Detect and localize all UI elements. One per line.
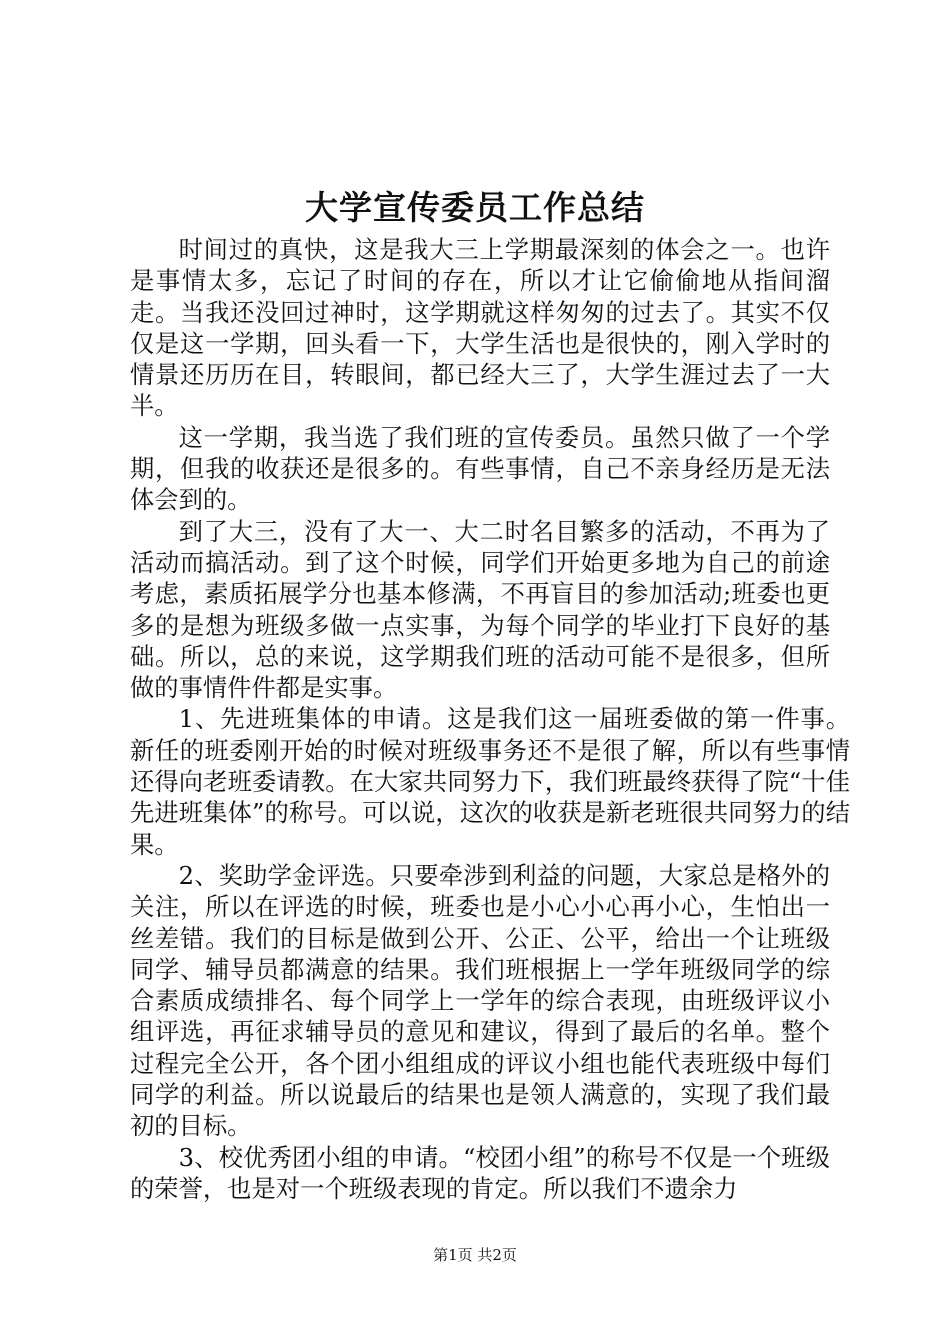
paragraph-role: 这一学期，我当选了我们班的宣传委员。虽然只做了一个学期，但我的收获还是很多的。有些事情，自己不亲身经历是无法体会到的。 xyxy=(130,422,830,515)
paragraph-item-3: 3、校优秀团小组的申请。“校团小组”的称号不仅是一个班级的荣誉，也是对一个班级表现的肯定。所以我们不遗余力 xyxy=(130,1142,830,1203)
paragraph-item-2: 2、奖助学金评选。只要牵涉到利益的问题，大家总是格外的关注，所以在评选的时候，班委也是小心小心再小心，生怕出一丝差错。我们的目标是做到公开、公正、公平，给出一个让班级同学、辅导员都满意的结果。我们班根据上一学年班级同学的综合素质成绩排名、每个同学上一学年的综合表现，由班级评议小组评选，再征求辅导员的意见和建议，得到了最后的名单。整个过程完全公开，各个团小组组成的评议小组也能代表班级中每们同学的利益。所以说最后的结果也是领人满意的，实现了我们最初的目标。 xyxy=(130,860,830,1141)
document-title: 大学宣传委员工作总结 xyxy=(305,188,645,227)
paragraph-item-1: 1、先进班集体的申请。这是我们这一届班委做的第一件事。新任的班委刚开始的时候对班级事务还不是很了解，所以有些事情还得向老班委请教。在大家共同努力下，我们班最终获得了院“十佳先进班集体”的称号。可以说，这次的收获是新老班很共同努力的结果。 xyxy=(130,704,850,859)
document-body xyxy=(130,234,850,1204)
paragraph-context: 到了大三，没有了大一、大二时名目繁多的活动，不再为了活动而搞活动。到了这个时候，同学们开始更多地为自己的前途考虑，素质拓展学分也基本修满，不再盲目的参加活动;班委也更多的是想为班级多做一点实事，为每个同学的毕业打下良好的基础。所以，总的来说，这学期我们班的活动可能不是很多，但所做的事情件件都是实事。 xyxy=(130,516,830,703)
paragraph-intro: 时间过的真快，这是我大三上学期最深刻的体会之一。也许是事情太多，忘记了时间的存在，所以才让它偷偷地从指间溜走。当我还没回过神时，这学期就这样匆匆的过去了。其实不仅仅是这一学期，回头看一下，大学生活也是很快的，刚入学时的情景还历历在目，转眼间，都已经大三了，大学生涯过去了一大半。 xyxy=(130,235,830,421)
page-footer: 第1页 共2页 xyxy=(433,1246,517,1264)
